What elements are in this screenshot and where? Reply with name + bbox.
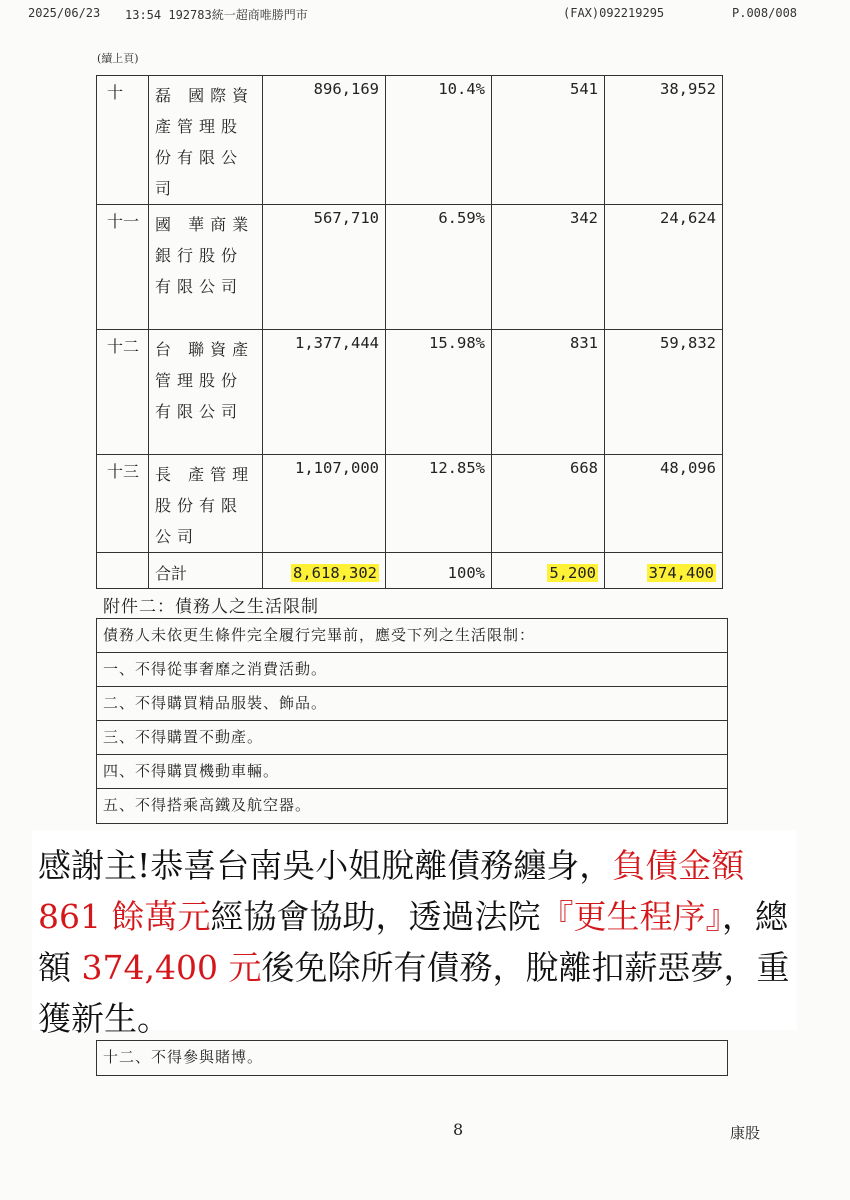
debt-ratio: 6.59% — [386, 205, 492, 330]
restriction-line: 五、不得搭乘高鐵及航空器。 — [103, 796, 312, 814]
fax-date: 2025/06/23 — [28, 6, 101, 20]
restriction-line: 二、不得購買精品服裝、飾品。 — [97, 687, 727, 721]
table-row — [97, 330, 723, 455]
overlay-highlight: 『更生程序』 — [540, 897, 722, 936]
creditor-table — [96, 75, 723, 589]
debt-amount: 567,710 — [263, 205, 386, 330]
debt-ratio: 10.4% — [386, 76, 492, 205]
row-number: 十 — [97, 76, 149, 205]
court-unit: 康股 — [730, 1124, 761, 1142]
fax-number: (FAX)092219295 — [563, 6, 665, 20]
debt-amount: 1,377,444 — [263, 330, 386, 455]
restriction-line: 十二、不得參與賭博。 — [103, 1048, 264, 1066]
total-payment: 48,096 — [605, 455, 723, 553]
table-row — [97, 76, 723, 205]
monthly-payment: 342 — [492, 205, 605, 330]
restriction-line: 四、不得購買機動車輛。 — [97, 755, 727, 789]
total-amount: 8,618,302 — [293, 563, 377, 582]
debt-ratio: 12.85% — [386, 455, 492, 553]
annex-title: 附件二：債務人之生活限制 — [103, 597, 319, 617]
monthly-payment: 541 — [492, 76, 605, 205]
creditor-name: 磊 國際資產管理股份有限公司 — [155, 86, 255, 198]
debt-amount: 1,107,000 — [263, 455, 386, 553]
creditor-name: 長 產管理股份有限公司 — [155, 465, 255, 546]
fax-header — [0, 6, 850, 26]
fax-page: P.008/008 — [732, 6, 798, 20]
continued-note: (續上頁) — [97, 52, 139, 65]
restriction-list-tail — [96, 1040, 728, 1076]
creditor-name: 台 聯資產管理股份有限公司 — [155, 340, 255, 421]
overlay-highlight: 負債金額 861 餘萬元 — [38, 846, 745, 936]
restriction-line: 一、不得從事奢靡之消費活動。 — [97, 653, 727, 687]
creditor-name: 國 華商業銀行股份有限公司 — [155, 215, 255, 296]
total-payment: 38,952 — [605, 76, 723, 205]
page-number: 8 — [453, 1120, 464, 1139]
row-number: 十一 — [97, 205, 149, 330]
restriction-line: 債務人未依更生條件完全履行完畢前，應受下列之生活限制： — [97, 619, 727, 653]
restriction-line: 三、不得購置不動產。 — [97, 721, 727, 755]
overlay-text: 感謝主!恭喜台南吳小姐脫離債務纏身， — [38, 846, 613, 885]
fax-sender: 13:54 192783統一超商唯勝門市 — [125, 8, 308, 22]
total-payment: 59,832 — [605, 330, 723, 455]
restriction-list — [96, 618, 728, 824]
debt-amount: 896,169 — [263, 76, 386, 205]
overlay-text: 後免除所有債務，脫離扣薪惡夢，重獲新生。 — [38, 948, 790, 1038]
row-number: 十二 — [97, 330, 149, 455]
debt-ratio: 15.98% — [386, 330, 492, 455]
table-row — [97, 205, 723, 330]
total-payment-sum: 374,400 — [648, 563, 714, 582]
total-monthly: 5,200 — [549, 563, 596, 582]
monthly-payment: 831 — [492, 330, 605, 455]
total-payment: 24,624 — [605, 205, 723, 330]
row-number: 十三 — [97, 455, 149, 553]
overlay-text: ，總額 — [38, 897, 788, 987]
total-row — [97, 553, 723, 589]
total-ratio: 100% — [386, 553, 492, 589]
total-label: 合計 — [149, 553, 263, 589]
monthly-payment: 668 — [492, 455, 605, 553]
overlay-text: 經協會協助，透過法院 — [210, 897, 541, 936]
table-row — [97, 455, 723, 553]
testimonial-overlay — [32, 830, 797, 1038]
overlay-highlight: 374,400 元 — [81, 948, 262, 987]
